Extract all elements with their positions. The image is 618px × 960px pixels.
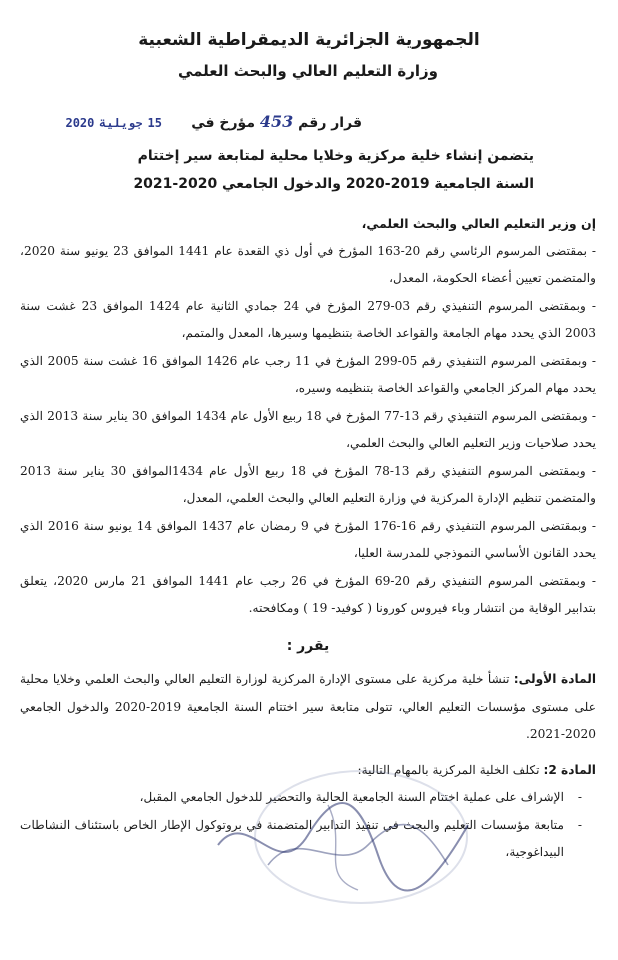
subject-line-2: السنة الجامعية 2019-2020 والدخول الجامعي 2020-2021 [133, 176, 534, 192]
article-2-list [20, 784, 596, 867]
article-2 [20, 757, 596, 785]
list-item: - متابعة مؤسسات التعليم والبحث في تنفيذ التدابير المتضمنة في بروتوكول الإطار الخاص باستئناف النشاطات البيداغوجية، [20, 812, 578, 867]
decision-number-line [62, 112, 362, 131]
decision-body [20, 210, 596, 867]
clause-2: - وبمقتضى المرسوم التنفيذي رقم 03-279 المؤرخ في 24 جمادي الثانية عام 1424 الموافق 23 غشت سنة 2003 الذي يحدد مهام الجامعة والقواعد الخاصة بتنظيمها وسيرها، المعدل والمتمم، [20, 298, 596, 340]
clause-6: - وبمقتضى المرسوم التنفيذي رقم 16-176 المؤرخ في 9 رمضان عام 1437 الموافق 14 يونيو سنة 2016 الذي يحدد القانون الأساسي النموذجي للمدرسة العليا، [20, 518, 596, 560]
decision-day: 15 [147, 116, 162, 130]
decision-dated-label: مؤرخ في [191, 115, 256, 131]
decision-month: جويلية [99, 116, 143, 130]
article-1 [20, 666, 596, 749]
article-1-label: المادة الأولى: [513, 672, 596, 686]
ministry-heading: وزارة التعليم العالي والبحث العلمي [177, 62, 438, 80]
clause-3: - وبمقتضى المرسوم التنفيذي رقم 05-299 المؤرخ في 11 رجب عام 1426 الموافق 16 غشت سنة 2005 الذي يحدد مهام المركز الجامعي والقواعد الخاصة بتنظيمه وسيره، [20, 353, 596, 395]
republic-heading: الجمهورية الجزائرية الديمقراطية الشعبية [138, 30, 480, 50]
decision-label: قرار رقم [298, 115, 362, 131]
clause-5: - وبمقتضى المرسوم التنفيذي رقم 13-78 المؤرخ في 18 ربيع الأول عام 1434الموافق 30 يناير سنة 2013 والمتضمن تنظيم الإدارة المركزية في وزارة التعليم العالي والبحث العلمي، المعدل، [20, 463, 596, 505]
list-item: - الإشراف على عملية اختتام السنة الجامعية الحالية والتحضير للدخول الجامعي المقبل، [20, 784, 578, 812]
subject-line-1: يتضمن إنشاء خلية مركزية وخلايا محلية لمتابعة سير إختتام [137, 148, 534, 164]
clause-7: - وبمقتضى المرسوم التنفيذي رقم 20-69 المؤرخ في 26 رجب عام 1441 الموافق 21 مارس 2020، يتعلق بتدابير الوقاية من انتشار وباء فيروس كورونا ( كوفيد- 19 ) ومكافحته. [20, 573, 596, 615]
clause-4: - وبمقتضى المرسوم التنفيذي رقم 13-77 المؤرخ في 18 ربيع الأول عام 1434 الموافق 30 يناير سنة 2013 الذي يحدد صلاحيات وزير التعليم العالي والبحث العلمي، [20, 408, 596, 450]
clause-1: - بمقتضى المرسوم الرئاسي رقم 20-163 المؤرخ في أول ذي القعدة عام 1441 الموافق 23 يونيو سنة 2020، والمتضمن تعيين أعضاء الحكومة، المعدل، [20, 243, 596, 285]
decides-heading: يقرر : [286, 637, 330, 654]
article-1-text: تنشأ خلية مركزية على مستوى الإدارة المركزية لوزارة التعليم العالي والبحث العلمي وخلايا محلية على مستوى مؤسسات التعليم العالي، تتولى متابعة سير اختتام السنة الجامعية 2019-2020 والدخول الجامعي 2020-2021. [20, 672, 596, 741]
article-2-label: المادة 2: [543, 762, 596, 777]
minister-intro: إن وزير التعليم العالي والبحث العلمي، [361, 216, 596, 231]
decision-number: 453 [259, 112, 294, 131]
article-2-text: تكلف الخلية المركزية بالمهام التالية: [357, 762, 540, 777]
decision-year: 2020 [65, 116, 95, 130]
decision-subject [64, 142, 534, 198]
